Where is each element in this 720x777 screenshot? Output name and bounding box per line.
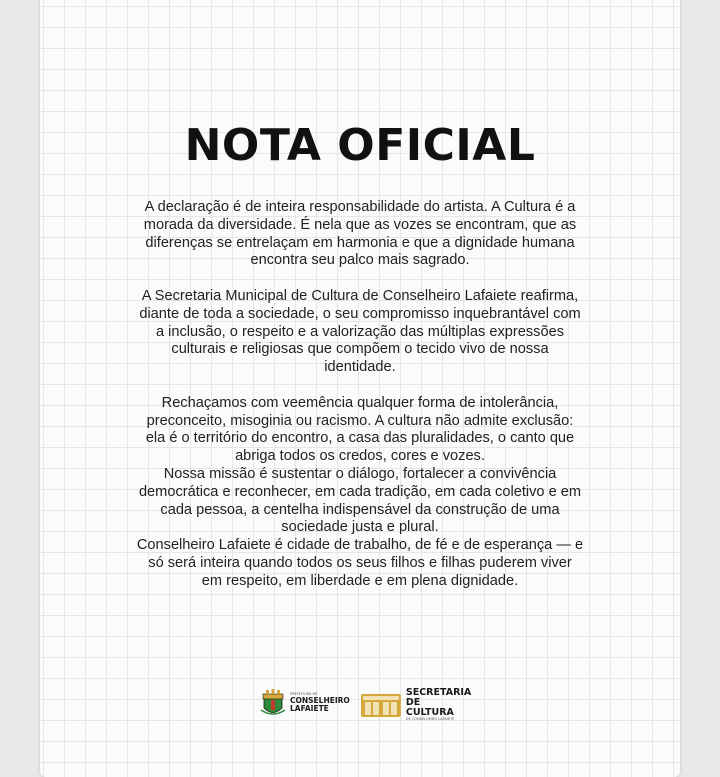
text-line: identidade.	[324, 359, 396, 376]
text-line: Nossa missão é sustentar o diálogo, fortalecer a convivência	[163, 465, 557, 482]
text-line: Rechaçamos com veemência qualquer forma de intolerância,	[161, 394, 559, 411]
city-crest-icon	[260, 688, 286, 718]
text-line: A Secretaria Municipal de Cultura de Conselheiro Lafaiete reafirma,	[141, 287, 579, 304]
paragraph-1	[108, 199, 612, 270]
paragraph-4	[108, 466, 612, 537]
text-line: morada da diversidade. É nela que as vozes se encontram, que as	[143, 216, 577, 233]
note-body	[108, 199, 612, 591]
text-line: A declaração é de inteira responsabilidade do artista. A Cultura é a	[144, 199, 576, 215]
paragraph-5	[108, 537, 612, 590]
secretaria-logo-text: SECRETARIA DE CULTURA DE CONSELHEIRO LAFAIETE	[405, 687, 472, 721]
text-line: abriga todos os credos, cores e vozes.	[235, 448, 485, 465]
prefeitura-logo-text: PREFEITURA DE CONSELHEIRO LAFAIETE	[290, 692, 350, 713]
footer-logos	[260, 688, 470, 724]
text-line: sociedade justa e plural.	[281, 519, 439, 536]
text-line: cada pessoa, a centelha indispensável da construção de uma	[160, 501, 560, 518]
text-line: preconceito, misoginia ou racismo. A cultura não admite exclusão:	[146, 412, 574, 429]
text-line: a inclusão, o respeito e a valorização das múltiplas expressões	[155, 323, 565, 340]
text-line: ela é o território do encontro, a casa das pluralidades, o canto que	[145, 430, 575, 447]
page-title: NOTA OFICIAL	[184, 120, 536, 171]
text-line: Conselheiro Lafaiete é cidade de trabalho, de fé e de esperança — e	[136, 537, 584, 554]
text-line: diante de toda a sociedade, o seu compromisso inquebrantável com	[139, 305, 581, 322]
official-note-card	[40, 0, 680, 777]
text-line: diferenças se entrelaçam em harmonia e que a dignidade humana	[145, 234, 575, 251]
prefeitura-logo	[260, 688, 350, 718]
paragraph-2	[108, 288, 612, 377]
text-line: só será inteira quando todos os seus filhos e filhas puderem viver	[148, 554, 572, 571]
text-line: culturais e religiosas que compõem o tecido vivo de nossa	[171, 341, 549, 358]
text-line: em respeito, em liberdade e em plena dignidade.	[201, 572, 519, 589]
secretaria-logo	[360, 688, 471, 722]
text-line: democrática e reconhecer, em cada tradição, em cada coletivo e em	[138, 483, 582, 500]
culture-building-icon	[360, 692, 402, 718]
paragraph-3	[108, 395, 612, 466]
text-line: encontra seu palco mais sagrado.	[250, 252, 470, 269]
